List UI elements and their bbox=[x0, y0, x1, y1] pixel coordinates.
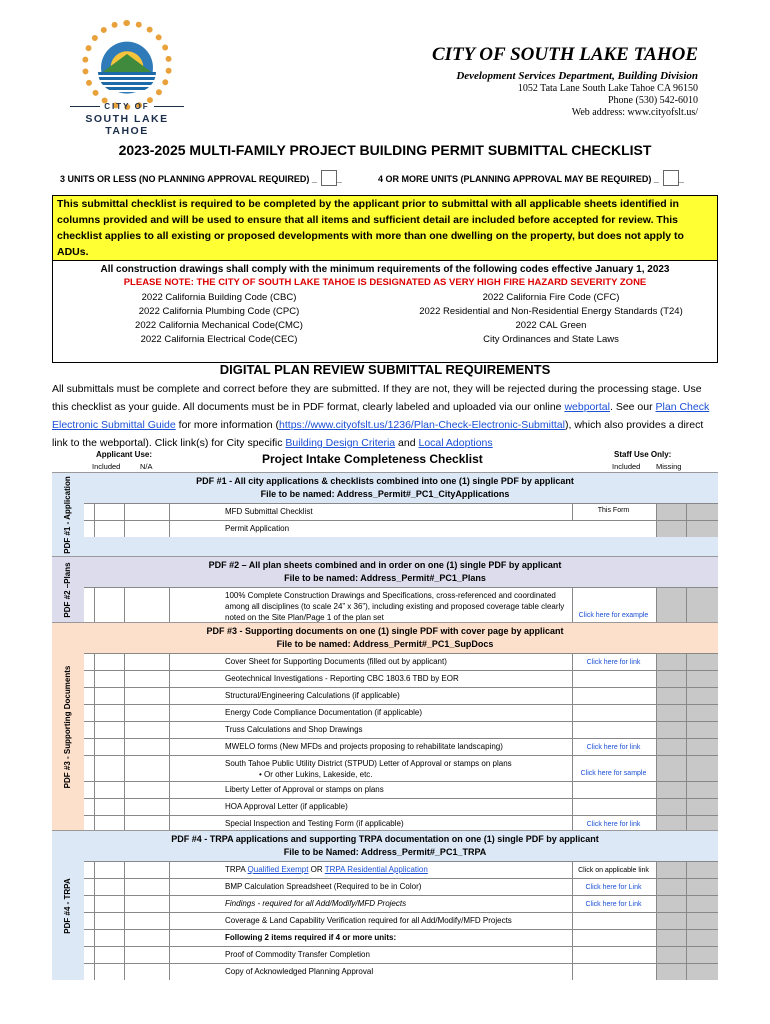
na-checkbox[interactable] bbox=[124, 705, 125, 721]
row-link-cell bbox=[572, 947, 654, 963]
applicant-use-label: Applicant Use: bbox=[96, 450, 153, 459]
section-supporting-docs bbox=[52, 622, 718, 830]
staff-included-cell bbox=[656, 913, 686, 929]
row-text bbox=[225, 688, 571, 701]
staff-included-cell bbox=[656, 521, 686, 537]
staff-missing-cell bbox=[686, 964, 718, 980]
table-row bbox=[84, 738, 718, 755]
row-text-line: Copy of Acknowledged Planning Approval bbox=[225, 967, 374, 976]
code-item: 2022 California Building Code (CBC) bbox=[141, 292, 297, 303]
table-row bbox=[84, 587, 718, 623]
section-file-name: File to be named: Address_Permit#_PC1_Plans bbox=[284, 573, 486, 583]
row-text-line: Proof of Commodity Transfer Completion bbox=[225, 950, 370, 959]
digital-text: ), which also provides a direct link to the webportal). Click link(s) for City specific bbox=[52, 419, 704, 449]
na-checkbox[interactable] bbox=[124, 671, 125, 687]
row-cell bbox=[169, 879, 170, 895]
staff-missing-cell bbox=[686, 688, 718, 704]
row-link-cell bbox=[572, 654, 654, 670]
row-text-line: Structural/Engineering Calculations (if applicable) bbox=[225, 691, 400, 700]
staff-missing-cell bbox=[686, 705, 718, 721]
row-text-line: BMP Calculation Spreadsheet (Required to be in Color) bbox=[225, 882, 422, 891]
na-checkbox[interactable] bbox=[124, 688, 125, 704]
section-file-name: File to be named: Address_Permit#_PC1_SupDocs bbox=[276, 639, 494, 649]
row-cell bbox=[169, 722, 170, 738]
webportal-link[interactable]: webportal bbox=[564, 401, 610, 413]
code-item: City Ordinances and State Laws bbox=[483, 334, 619, 345]
table-row bbox=[84, 878, 718, 895]
na-label: N/A bbox=[140, 462, 153, 471]
code-item: 2022 California Plumbing Code (CPC) bbox=[138, 306, 300, 317]
row-link[interactable]: Click here for link bbox=[586, 821, 641, 828]
table-row bbox=[84, 861, 718, 878]
table-row bbox=[84, 704, 718, 721]
row-text-bullet: • Or other Lukins, Lakeside, etc. bbox=[259, 770, 373, 779]
row-link[interactable]: Click here for link bbox=[586, 744, 641, 751]
included-checkbox[interactable] bbox=[94, 521, 95, 537]
code-item: 2022 California Electrical Code(CEC) bbox=[140, 334, 298, 345]
included-checkbox[interactable] bbox=[94, 862, 95, 878]
na-checkbox[interactable] bbox=[124, 654, 125, 670]
included-checkbox[interactable] bbox=[94, 782, 95, 798]
row-cell bbox=[169, 521, 170, 537]
row-link-cell bbox=[572, 739, 654, 755]
units-small-checkbox[interactable] bbox=[321, 170, 337, 186]
codes-box bbox=[52, 261, 718, 363]
row-text: 100% Complete Construction Drawings and Specifications, cross-referenced and coordinated among all disciplines (to scale 24” x 36”), including existing and proposed coverage table clearly noted on the Site Plan/Page 1 of the plan set bbox=[225, 591, 565, 622]
units-large-checkbox[interactable] bbox=[663, 170, 679, 186]
row-text bbox=[225, 862, 571, 875]
table-header bbox=[52, 448, 718, 472]
city-logo bbox=[62, 20, 192, 137]
row-cell bbox=[169, 964, 170, 980]
staff-missing-label: Missing bbox=[656, 462, 682, 471]
included-checkbox[interactable] bbox=[94, 896, 95, 912]
electronic-submittal-url-link[interactable]: https://www.cityofslt.us/1236/Plan-Check-Electronic-Submittal bbox=[279, 419, 565, 431]
units-small-tail: _ bbox=[336, 174, 342, 184]
staff-missing-cell bbox=[686, 504, 718, 520]
row-cell bbox=[169, 896, 170, 912]
row-cell bbox=[169, 671, 170, 687]
row-text-prefix: TRPA bbox=[225, 865, 248, 874]
section-side-text: PDF #1 - Application bbox=[63, 475, 72, 554]
trpa-residential-link[interactable]: TRPA Residential Application bbox=[324, 865, 428, 874]
row-link-cell bbox=[572, 705, 654, 721]
section-side-label bbox=[52, 623, 84, 830]
section-heading bbox=[170, 475, 600, 501]
staff-missing-cell bbox=[686, 879, 718, 895]
staff-missing-cell bbox=[686, 722, 718, 738]
na-checkbox[interactable] bbox=[124, 521, 125, 537]
phone: Phone (530) 542-6010 bbox=[608, 95, 698, 106]
included-checkbox[interactable] bbox=[94, 930, 95, 946]
staff-included-cell bbox=[656, 504, 686, 520]
city-name: CITY OF SOUTH LAKE TAHOE bbox=[431, 44, 698, 65]
staff-included-cell bbox=[656, 930, 686, 946]
included-checkbox[interactable] bbox=[94, 705, 95, 721]
digital-text: . See our bbox=[609, 401, 656, 413]
staff-included-cell bbox=[656, 722, 686, 738]
staff-included-cell bbox=[656, 782, 686, 798]
row-text: Permit Application bbox=[225, 524, 290, 533]
staff-included-label: Included bbox=[612, 462, 641, 471]
na-checkbox[interactable] bbox=[124, 964, 125, 980]
row-link-cell bbox=[572, 964, 654, 980]
row-text-line: HOA Approval Letter (if applicable) bbox=[225, 802, 348, 811]
row-text bbox=[225, 722, 571, 735]
digital-title: DIGITAL PLAN REVIEW SUBMITTAL REQUIREMENTS bbox=[219, 362, 551, 377]
row-text bbox=[225, 816, 571, 829]
section-heading bbox=[170, 559, 600, 585]
row-text bbox=[225, 896, 571, 909]
staff-missing-cell bbox=[686, 588, 718, 623]
row-text bbox=[225, 756, 571, 780]
department: Development Services Department, Building Division bbox=[456, 70, 698, 82]
row-link-cell bbox=[572, 671, 654, 687]
row-link-cell bbox=[572, 756, 654, 781]
included-checkbox[interactable] bbox=[94, 947, 95, 963]
included-checkbox[interactable] bbox=[94, 722, 95, 738]
staff-missing-cell bbox=[686, 756, 718, 781]
included-checkbox[interactable] bbox=[94, 799, 95, 815]
row-cell bbox=[169, 799, 170, 815]
section-heading-line: PDF #1 - All city applications & checklists combined into one (1) single PDF by applicant bbox=[196, 476, 574, 486]
section-side-text: PDF #4 - TRPA bbox=[63, 877, 72, 934]
units-large-label: 4 OR MORE UNITS (PLANNING APPROVAL MAY BE REQUIRED) _ bbox=[378, 174, 659, 184]
staff-included-cell bbox=[656, 756, 686, 781]
row-text bbox=[225, 964, 571, 977]
staff-included-cell bbox=[656, 896, 686, 912]
section-side-text: PDF #2 –Plans bbox=[63, 561, 72, 618]
staff-missing-cell bbox=[686, 896, 718, 912]
row-cell bbox=[169, 782, 170, 798]
staff-included-cell bbox=[656, 654, 686, 670]
table-row bbox=[84, 687, 718, 704]
na-checkbox[interactable] bbox=[124, 913, 125, 929]
section-side-label bbox=[52, 557, 84, 622]
row-text bbox=[225, 879, 571, 892]
row-text bbox=[225, 782, 571, 795]
row-cell bbox=[169, 913, 170, 929]
fire-hazard-warning: PLEASE NOTE: THE CITY OF SOUTH LAKE TAHOE IS DESIGNATED AS VERY HIGH FIRE HAZARD SEVERITY ZONE bbox=[123, 277, 647, 288]
staff-included-cell bbox=[656, 799, 686, 815]
table-row bbox=[84, 929, 718, 946]
row-link[interactable]: Click here for Link bbox=[585, 901, 642, 908]
row-text bbox=[225, 739, 571, 752]
web-address: Web address: www.cityofslt.us/ bbox=[571, 107, 698, 118]
staff-missing-cell bbox=[686, 862, 718, 878]
row-link-cell bbox=[572, 799, 654, 815]
staff-included-cell bbox=[656, 879, 686, 895]
row-text bbox=[225, 947, 571, 960]
qualified-exempt-link[interactable]: Qualified Exempt bbox=[247, 865, 309, 874]
included-checkbox[interactable] bbox=[94, 964, 95, 980]
code-item: 2022 CAL Green bbox=[515, 320, 587, 331]
section-trpa bbox=[52, 830, 718, 980]
codes-list bbox=[53, 292, 717, 345]
table-row bbox=[84, 520, 718, 537]
staff-missing-cell bbox=[686, 799, 718, 815]
staff-missing-cell bbox=[686, 947, 718, 963]
local-adoptions-link[interactable]: Local Adoptions bbox=[418, 437, 493, 449]
mountain-icon bbox=[100, 54, 154, 74]
na-checkbox[interactable] bbox=[124, 739, 125, 755]
na-checkbox[interactable] bbox=[124, 896, 125, 912]
row-link-cell bbox=[572, 688, 654, 704]
section-heading-line: PDF #2 – All plan sheets combined and in order on one (1) single PDF by applicant bbox=[208, 560, 562, 570]
intake-title: Project Intake Completeness Checklist bbox=[262, 452, 483, 466]
notice-box: This submittal checklist is required to be completed by the applicant prior to submittal with all applicable sheets identified in columns provided and will be used to ensure that all items and sufficient detail are included before accepted for review. This checklist applies to all existing or proposed developments with more than one dwelling on the property, but does not apply to ADUs. bbox=[52, 195, 718, 261]
row-text-line: Energy Code Compliance Documentation (if applicable) bbox=[225, 708, 422, 717]
staff-included-cell bbox=[656, 671, 686, 687]
row-link-cell bbox=[572, 588, 654, 623]
section-heading-line: PDF #4 - TRPA applications and supporting TRPA documentation on one (1) single PDF by applicant bbox=[171, 834, 599, 844]
row-text-line: South Tahoe Public Utility District (STPUD) Letter of Approval or stamps on plans bbox=[225, 759, 512, 768]
table-row bbox=[84, 653, 718, 670]
row-text bbox=[225, 930, 571, 943]
code-item: 2022 California Mechanical Code(CMC) bbox=[135, 320, 303, 331]
row-link-cell bbox=[572, 913, 654, 929]
staff-missing-cell bbox=[686, 913, 718, 929]
units-small-option bbox=[60, 170, 342, 186]
digital-text: All submittals must be complete and correct before they are submitted. If they are not, they will be rejected during the processing stage. Use this checklist as your guide. All documents must be in PDF format, clearly labeled and uploaded via our online bbox=[52, 383, 702, 413]
row-link[interactable]: Click here for link bbox=[586, 659, 641, 666]
digital-text: for more information ( bbox=[175, 419, 280, 431]
row-link-cell bbox=[572, 862, 654, 878]
na-checkbox[interactable] bbox=[124, 879, 125, 895]
na-checkbox[interactable] bbox=[124, 930, 125, 946]
na-checkbox[interactable] bbox=[124, 504, 125, 520]
code-item: 2022 California Fire Code (CFC) bbox=[482, 292, 620, 303]
row-link-cell bbox=[572, 722, 654, 738]
codes-heading: All construction drawings shall comply with the minimum requirements of the following codes effective January 1, 2023 bbox=[100, 264, 670, 275]
row-cell bbox=[169, 654, 170, 670]
table-row bbox=[84, 963, 718, 980]
logo-city-word: CITY OF bbox=[62, 102, 192, 111]
table-row bbox=[84, 895, 718, 912]
table-row bbox=[84, 721, 718, 738]
section-heading bbox=[170, 625, 600, 651]
na-checkbox[interactable] bbox=[124, 782, 125, 798]
row-text-line: Truss Calculations and Shop Drawings bbox=[225, 725, 363, 734]
row-cell bbox=[169, 588, 170, 623]
intake-checklist-table bbox=[52, 448, 718, 1008]
row-note: Click on applicable link bbox=[578, 867, 649, 874]
table-row bbox=[84, 781, 718, 798]
row-cell bbox=[169, 705, 170, 721]
na-checkbox[interactable] bbox=[124, 722, 125, 738]
table-row bbox=[84, 755, 718, 781]
row-text-line: MWELO forms (New MFDs and projects proposing to rehabilitate landscaping) bbox=[225, 742, 503, 751]
row-text: MFD Submittal Checklist bbox=[225, 507, 313, 516]
row-text-line: Cover Sheet for Supporting Documents (filled out by applicant) bbox=[225, 657, 447, 666]
row-link-cell bbox=[572, 930, 654, 946]
example-link[interactable]: Click here for example bbox=[578, 612, 649, 619]
row-text bbox=[225, 705, 571, 718]
staff-missing-cell bbox=[686, 782, 718, 798]
units-large-option bbox=[378, 170, 684, 186]
staff-missing-cell bbox=[686, 739, 718, 755]
table-row bbox=[84, 798, 718, 815]
section-file-name: File to be Named: Address_Permit#_PC1_TRPA bbox=[283, 847, 487, 857]
row-cell bbox=[169, 739, 170, 755]
staff-included-cell bbox=[656, 947, 686, 963]
row-cell bbox=[169, 930, 170, 946]
address: 1052 Tata Lane South Lake Tahoe CA 96150 bbox=[517, 83, 698, 94]
included-checkbox[interactable] bbox=[94, 688, 95, 704]
row-link[interactable]: Click here for sample bbox=[580, 770, 647, 777]
section-side-label bbox=[52, 831, 84, 980]
letterhead bbox=[432, 44, 698, 118]
row-text bbox=[225, 671, 571, 684]
submittal-guide-link[interactable]: Plan Check Electronic Submittal Guide bbox=[52, 401, 710, 431]
row-text bbox=[225, 799, 571, 812]
included-checkbox[interactable] bbox=[94, 588, 95, 623]
row-text-line: Following 2 items required if 4 or more units: bbox=[225, 933, 397, 942]
row-link-cell bbox=[572, 879, 654, 895]
row-cell bbox=[169, 947, 170, 963]
table-row bbox=[84, 912, 718, 929]
na-checkbox[interactable] bbox=[124, 756, 125, 781]
row-text-line: Liberty Letter of Approval or stamps on plans bbox=[225, 785, 384, 794]
row-cell bbox=[169, 504, 170, 520]
row-text-line: Geotechnical Investigations - Reporting CBC 1803.6 TBD by EOR bbox=[225, 674, 459, 683]
row-text-line: Special Inspection and Testing Form (if applicable) bbox=[225, 819, 404, 828]
na-checkbox[interactable] bbox=[124, 862, 125, 878]
table-row bbox=[84, 503, 718, 520]
digital-instructions bbox=[52, 380, 718, 452]
section-plans bbox=[52, 556, 718, 622]
section-heading bbox=[170, 833, 600, 859]
staff-missing-cell bbox=[686, 654, 718, 670]
section-heading-line: PDF #3 - Supporting documents on one (1) single PDF with cover page by applicant bbox=[206, 626, 564, 636]
included-checkbox[interactable] bbox=[94, 879, 95, 895]
staff-missing-cell bbox=[686, 521, 718, 537]
staff-included-cell bbox=[656, 964, 686, 980]
row-cell bbox=[169, 862, 170, 878]
row-text-mid: OR bbox=[308, 865, 325, 874]
staff-included-cell bbox=[656, 688, 686, 704]
included-checkbox[interactable] bbox=[94, 756, 95, 781]
units-small-label: 3 UNITS OR LESS (NO PLANNING APPROVAL REQUIRED) _ bbox=[60, 174, 317, 184]
staff-included-cell bbox=[656, 739, 686, 755]
section-application bbox=[52, 472, 718, 556]
row-link[interactable]: Click here for Link bbox=[585, 884, 642, 891]
staff-included-cell bbox=[656, 705, 686, 721]
units-large-tail: _ bbox=[678, 174, 684, 184]
row-cell bbox=[169, 688, 170, 704]
row-link-cell bbox=[572, 896, 654, 912]
row-cell bbox=[169, 756, 170, 781]
table-row bbox=[84, 946, 718, 963]
row-text-line: Coverage & Land Capability Verification required for all Add/Modify/MFD Projects bbox=[225, 916, 512, 925]
included-checkbox[interactable] bbox=[94, 654, 95, 670]
included-checkbox[interactable] bbox=[94, 739, 95, 755]
included-checkbox[interactable] bbox=[94, 671, 95, 687]
digital-text: and bbox=[395, 437, 419, 449]
section-side-text: PDF #3 - Supporting Documents bbox=[63, 665, 72, 788]
row-text bbox=[225, 913, 571, 926]
code-item: 2022 Residential and Non-Residential Energy Standards (T24) bbox=[419, 306, 683, 317]
na-checkbox[interactable] bbox=[124, 799, 125, 815]
row-note: This Form bbox=[572, 504, 654, 520]
na-checkbox[interactable] bbox=[124, 947, 125, 963]
design-criteria-link[interactable]: Building Design Criteria bbox=[285, 437, 396, 449]
section-file-name: File to be named: Address_Permit#_PC1_CityApplications bbox=[260, 489, 510, 499]
table-row bbox=[84, 670, 718, 687]
row-text-line: Findings - required for all Add/Modify/MFD Projects bbox=[225, 899, 407, 908]
staff-missing-cell bbox=[686, 930, 718, 946]
row-text bbox=[225, 654, 571, 667]
row-link-cell bbox=[572, 782, 654, 798]
included-checkbox[interactable] bbox=[94, 913, 95, 929]
staff-use-label: Staff Use Only: bbox=[614, 450, 672, 459]
staff-missing-cell bbox=[686, 671, 718, 687]
staff-included-cell bbox=[656, 862, 686, 878]
included-checkbox[interactable] bbox=[94, 504, 95, 520]
included-label: Included bbox=[92, 462, 121, 471]
logo-name: SOUTH LAKE TAHOE bbox=[85, 113, 169, 137]
page-title: 2023-2025 MULTI-FAMILY PROJECT BUILDING PERMIT SUBMITTAL CHECKLIST bbox=[118, 142, 652, 158]
na-checkbox[interactable] bbox=[124, 588, 125, 623]
staff-included-cell bbox=[656, 588, 686, 623]
section-side-label bbox=[52, 473, 84, 556]
